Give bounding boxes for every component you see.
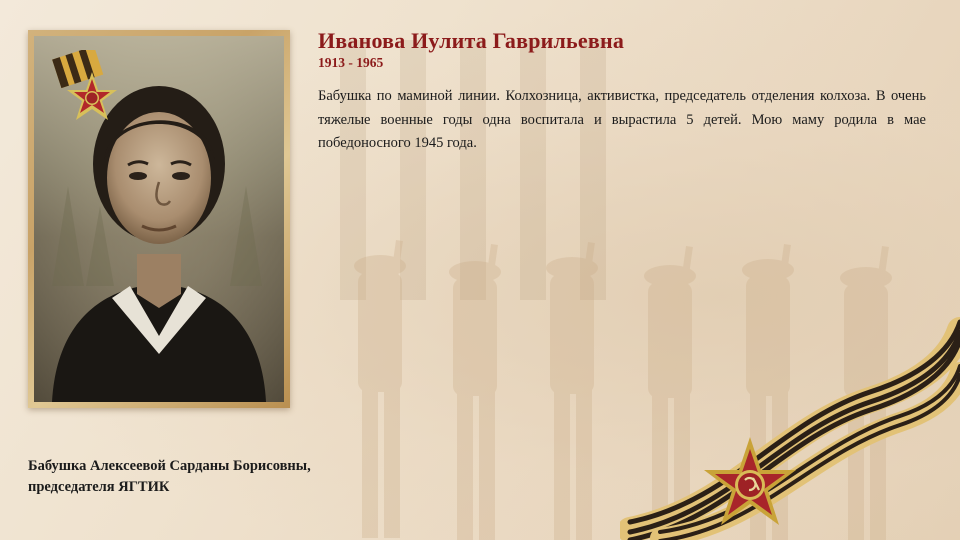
life-dates: 1913 - 1965 (318, 55, 384, 71)
portrait-photograph (28, 30, 290, 408)
photo-inner (34, 36, 284, 402)
order-of-patriotic-war-medal-icon (48, 50, 134, 130)
red-star-order-icon (704, 437, 796, 525)
caption-line-1: Бабушка Алексеевой Сарданы Борисовны, (28, 457, 311, 474)
biography-text: Бабушка по маминой линии. Колхозница, активистка, председатель отделения колхоза. В очень тяжелые военные годы одна воспитала и вырастила 5 детей. Мою маму родила в мае победоносного 1945 года. (318, 88, 926, 152)
st-george-ribbon-icon (620, 280, 960, 540)
caption (28, 456, 458, 498)
page-title: Иванова Иулита Гаврильевна (318, 28, 625, 53)
caption-line-2: председателя ЯГТИК (28, 478, 170, 495)
text-block (318, 28, 926, 156)
